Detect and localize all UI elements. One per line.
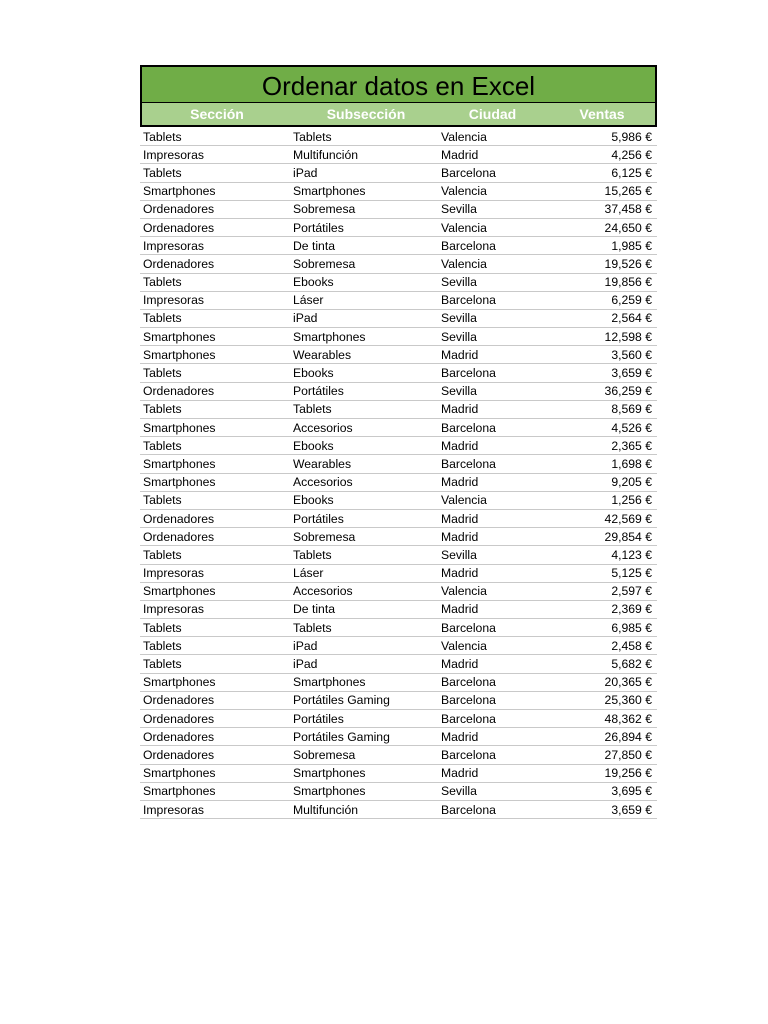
cell-subseccion: Láser [293,566,324,581]
table-row [140,728,657,746]
cell-subseccion: Ebooks [293,438,334,453]
table-row [140,183,657,201]
cell-subseccion: Portátiles [293,711,344,726]
table-row [140,492,657,510]
cell-ventas: 5,986 € [611,129,652,144]
cell-ventas: 2,597 € [611,584,652,599]
cell-subseccion: iPad [293,638,318,653]
cell-seccion: Tablets [143,438,182,453]
cell-ciudad: Valencia [441,220,487,235]
cell-ventas: 24,650 € [604,220,652,235]
cell-subseccion: Sobremesa [293,747,356,762]
cell-seccion: Ordenadores [143,747,215,762]
cell-ventas: 6,259 € [611,293,652,308]
cell-subseccion: Sobremesa [293,256,356,271]
cell-ciudad: Barcelona [441,711,496,726]
cell-seccion: Smartphones [143,184,216,199]
cell-seccion: Smartphones [143,420,216,435]
cell-ciudad: Barcelona [441,238,496,253]
cell-subseccion: Accesorios [293,420,353,435]
cell-seccion: Impresoras [143,238,204,253]
cell-ventas: 2,365 € [611,438,652,453]
cell-ciudad: Sevilla [441,784,477,799]
cell-subseccion: Sobremesa [293,529,356,544]
cell-subseccion: Smartphones [293,766,366,781]
cell-seccion: Tablets [143,620,182,635]
cell-ciudad: Valencia [441,493,487,508]
cell-ventas: 29,854 € [604,529,652,544]
cell-ventas: 3,695 € [611,784,652,799]
cell-ciudad: Barcelona [441,802,496,817]
cell-ventas: 2,564 € [611,311,652,326]
table-body [140,128,657,819]
table-row [140,801,657,819]
cell-ventas: 1,256 € [611,493,652,508]
cell-ciudad: Sevilla [441,275,477,290]
header-subseccion: Subsección [326,106,406,122]
cell-ventas: 8,569 € [611,402,652,417]
table-title: Ordenar datos en Excel [140,65,657,103]
cell-ciudad: Valencia [441,256,487,271]
cell-seccion: Smartphones [143,675,216,690]
cell-ventas: 1,698 € [611,456,652,471]
cell-ciudad: Barcelona [441,456,496,471]
table-row [140,528,657,546]
cell-ventas: 15,265 € [604,184,652,199]
cell-ciudad: Barcelona [441,675,496,690]
cell-subseccion: iPad [293,657,318,672]
cell-subseccion: Ebooks [293,493,334,508]
cell-seccion: Tablets [143,311,182,326]
table-row [140,164,657,182]
cell-seccion: Impresoras [143,802,204,817]
cell-ventas: 3,659 € [611,802,652,817]
cell-ciudad: Madrid [441,657,479,672]
cell-seccion: Tablets [143,275,182,290]
cell-seccion: Smartphones [143,347,216,362]
header-row [140,103,657,127]
table-row [140,619,657,637]
cell-subseccion: Smartphones [293,784,366,799]
cell-seccion: Ordenadores [143,511,215,526]
cell-subseccion: Smartphones [293,329,366,344]
cell-seccion: Tablets [143,129,182,144]
cell-ventas: 19,256 € [604,766,652,781]
table-row [140,565,657,583]
table-row [140,128,657,146]
cell-ciudad: Barcelona [441,420,496,435]
table-row [140,637,657,655]
cell-ventas: 2,458 € [611,638,652,653]
table-row [140,201,657,219]
cell-ventas: 1,985 € [611,238,652,253]
cell-subseccion: Multifunción [293,147,359,162]
cell-subseccion: De tinta [293,238,336,253]
table-row [140,383,657,401]
cell-subseccion: Accesorios [293,475,353,490]
cell-ciudad: Madrid [441,529,479,544]
cell-seccion: Smartphones [143,456,216,471]
table-row [140,474,657,492]
table-row [140,255,657,273]
header-seccion: Sección [190,106,244,122]
cell-ventas: 20,365 € [604,675,652,690]
cell-seccion: Smartphones [143,329,216,344]
cell-seccion: Impresoras [143,293,204,308]
table-row [140,401,657,419]
cell-ciudad: Valencia [441,129,487,144]
cell-seccion: Ordenadores [143,693,215,708]
table-row [140,419,657,437]
table-row [140,601,657,619]
cell-subseccion: Accesorios [293,584,353,599]
cell-subseccion: Tablets [293,547,332,562]
cell-ventas: 26,894 € [604,729,652,744]
table-row [140,328,657,346]
cell-ciudad: Madrid [441,566,479,581]
cell-seccion: Impresoras [143,566,204,581]
cell-subseccion: Smartphones [293,675,366,690]
table-row [140,437,657,455]
table-row [140,692,657,710]
table-row [140,364,657,382]
cell-ciudad: Sevilla [441,329,477,344]
cell-ciudad: Valencia [441,584,487,599]
table-row [140,674,657,692]
cell-subseccion: Portátiles [293,220,344,235]
cell-seccion: Smartphones [143,475,216,490]
cell-seccion: Tablets [143,366,182,381]
cell-ciudad: Sevilla [441,384,477,399]
table-row [140,237,657,255]
cell-ventas: 19,856 € [604,275,652,290]
cell-ventas: 4,526 € [611,420,652,435]
table-row [140,710,657,728]
cell-subseccion: De tinta [293,602,336,617]
table-row [140,219,657,237]
cell-seccion: Tablets [143,165,182,180]
cell-subseccion: iPad [293,311,318,326]
table-row [140,274,657,292]
cell-ventas: 3,560 € [611,347,652,362]
cell-ventas: 6,125 € [611,165,652,180]
table-row [140,146,657,164]
cell-seccion: Ordenadores [143,711,215,726]
cell-seccion: Impresoras [143,147,204,162]
cell-seccion: Smartphones [143,784,216,799]
cell-seccion: Tablets [143,493,182,508]
table-row [140,455,657,473]
cell-ciudad: Madrid [441,402,479,417]
cell-ciudad: Madrid [441,147,479,162]
cell-ventas: 4,123 € [611,547,652,562]
cell-seccion: Ordenadores [143,384,215,399]
cell-ciudad: Barcelona [441,293,496,308]
cell-ventas: 3,659 € [611,366,652,381]
cell-subseccion: Ebooks [293,366,334,381]
cell-ventas: 25,360 € [604,693,652,708]
cell-seccion: Tablets [143,402,182,417]
table-row [140,655,657,673]
cell-ventas: 5,125 € [611,566,652,581]
table-row [140,310,657,328]
cell-subseccion: Tablets [293,620,332,635]
cell-seccion: Ordenadores [143,529,215,544]
cell-ventas: 5,682 € [611,657,652,672]
cell-subseccion: Multifunción [293,802,359,817]
cell-subseccion: Wearables [293,347,352,362]
cell-ventas: 36,259 € [604,384,652,399]
cell-ciudad: Madrid [441,602,479,617]
cell-ciudad: Madrid [441,766,479,781]
cell-ciudad: Madrid [441,475,479,490]
cell-seccion: Tablets [143,547,182,562]
cell-subseccion: iPad [293,165,318,180]
cell-ciudad: Barcelona [441,366,496,381]
cell-ventas: 37,458 € [604,202,652,217]
table-row [140,510,657,528]
cell-subseccion: Portátiles Gaming [293,729,390,744]
table-row [140,783,657,801]
cell-subseccion: Láser [293,293,324,308]
cell-ciudad: Valencia [441,638,487,653]
sales-table [140,65,657,819]
cell-seccion: Ordenadores [143,202,215,217]
cell-ciudad: Madrid [441,347,479,362]
cell-seccion: Smartphones [143,766,216,781]
cell-seccion: Tablets [143,657,182,672]
cell-ciudad: Barcelona [441,747,496,762]
cell-ciudad: Barcelona [441,620,496,635]
cell-seccion: Ordenadores [143,729,215,744]
cell-ciudad: Valencia [441,184,487,199]
cell-subseccion: Tablets [293,129,332,144]
header-ventas: Ventas [579,106,625,122]
table-row [140,292,657,310]
cell-ciudad: Sevilla [441,547,477,562]
cell-seccion: Ordenadores [143,220,215,235]
cell-ciudad: Barcelona [441,165,496,180]
cell-ventas: 6,985 € [611,620,652,635]
table-row [140,583,657,601]
cell-ventas: 4,256 € [611,147,652,162]
cell-ciudad: Barcelona [441,693,496,708]
cell-ciudad: Madrid [441,729,479,744]
cell-ventas: 42,569 € [604,511,652,526]
cell-subseccion: Smartphones [293,184,366,199]
cell-ciudad: Madrid [441,511,479,526]
cell-seccion: Ordenadores [143,256,215,271]
cell-subseccion: Portátiles [293,384,344,399]
cell-seccion: Impresoras [143,602,204,617]
cell-ciudad: Sevilla [441,311,477,326]
cell-ciudad: Madrid [441,438,479,453]
cell-seccion: Tablets [143,638,182,653]
header-ciudad: Ciudad [468,106,517,122]
cell-subseccion: Wearables [293,456,352,471]
table-row [140,346,657,364]
cell-subseccion: Sobremesa [293,202,356,217]
cell-ventas: 19,526 € [604,256,652,271]
cell-ventas: 12,598 € [604,329,652,344]
cell-ventas: 2,369 € [611,602,652,617]
cell-seccion: Smartphones [143,584,216,599]
cell-ventas: 9,205 € [611,475,652,490]
table-row [140,746,657,764]
cell-ventas: 48,362 € [604,711,652,726]
cell-subseccion: Portátiles Gaming [293,693,390,708]
cell-subseccion: Ebooks [293,275,334,290]
cell-ventas: 27,850 € [604,747,652,762]
table-row [140,765,657,783]
cell-subseccion: Portátiles [293,511,344,526]
cell-ciudad: Sevilla [441,202,477,217]
cell-subseccion: Tablets [293,402,332,417]
table-row [140,546,657,564]
